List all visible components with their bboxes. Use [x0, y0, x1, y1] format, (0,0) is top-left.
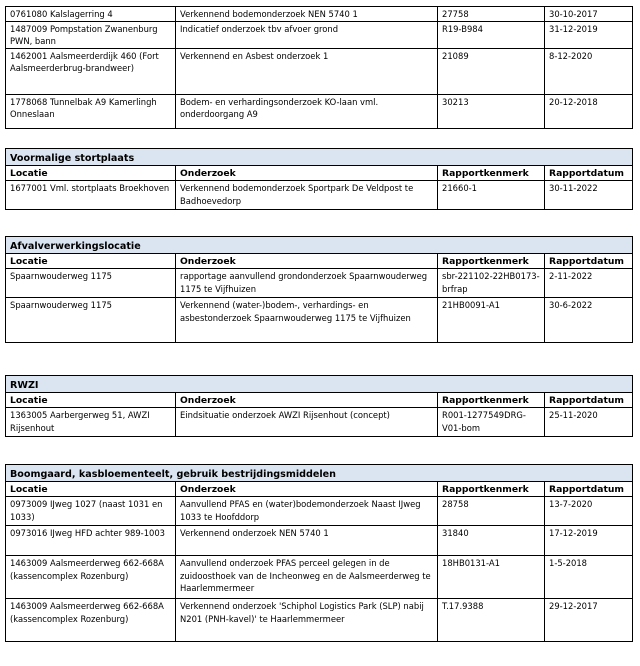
header-locatie: Locatie [6, 254, 176, 269]
cell-kenmerk: 28758 [438, 497, 545, 526]
cell-onderzoek: Eindsituatie onderzoek AWZI Rijsenhout (concept) [176, 408, 438, 437]
cell-kenmerk: 21089 [438, 48, 545, 94]
cell-datum: 13-7-2020 [545, 497, 633, 526]
cell-onderzoek: Verkennend bodemonderzoek Sportpark De Veldpost te Badhoevedorp [176, 181, 438, 210]
cell-onderzoek: Verkennend onderzoek 'Schiphol Logistics Park (SLP) nabij N201 (PNH-kavel)' te Haarlemmermeer [176, 599, 438, 642]
table-boomgaard [5, 464, 633, 642]
cell-datum: 8-12-2020 [545, 48, 633, 94]
section-title: Boomgaard, kasbloementeelt, gebruik bestrijdingsmiddelen [6, 465, 633, 482]
cell-kenmerk: 18HB0131-A1 [438, 556, 545, 599]
table-row [6, 269, 633, 298]
cell-locatie: 0973009 IJweg 1027 (naast 1031 en 1033) [6, 497, 176, 526]
cell-onderzoek: Bodem- en verhardingsonderzoek KO-laan vml. onderdoorgang A9 [176, 94, 438, 128]
cell-onderzoek: Aanvullend PFAS en (water)bodemonderzoek Naast IJweg 1033 te Hoofddorp [176, 497, 438, 526]
table-row [6, 181, 633, 210]
header-row [6, 482, 633, 497]
cell-datum: 1-5-2018 [545, 556, 633, 599]
table-row [6, 94, 633, 128]
cell-kenmerk: sbr-221102-22HB0173-brfrap [438, 269, 545, 298]
cell-locatie: 1463009 Aalsmeerderweg 662-668A (kassencomplex Rozenburg) [6, 599, 176, 642]
cell-datum: 30-10-2017 [545, 7, 633, 22]
cell-locatie: Spaarnwouderweg 1175 [6, 298, 176, 343]
cell-kenmerk: 31840 [438, 526, 545, 556]
table-row [6, 298, 633, 343]
cell-onderzoek: Verkennend en Asbest onderzoek 1 [176, 48, 438, 94]
cell-kenmerk: R001-1277549DRG-V01-bom [438, 408, 545, 437]
cell-datum: 30-11-2022 [545, 181, 633, 210]
cell-locatie: Spaarnwouderweg 1175 [6, 269, 176, 298]
header-onderzoek: Onderzoek [176, 166, 438, 181]
header-locatie: Locatie [6, 482, 176, 497]
cell-locatie: 1677001 Vml. stortplaats Broekhoven [6, 181, 176, 210]
header-datum: Rapportdatum [545, 166, 633, 181]
table-row [6, 7, 633, 22]
cell-onderzoek: Verkennend bodemonderzoek NEN 5740 1 [176, 7, 438, 22]
cell-onderzoek: Verkennend (water-)bodem-, verhardings- en asbestonderzoek Spaarnwouderweg 1175 te Vijfhuizen [176, 298, 438, 343]
header-onderzoek: Onderzoek [176, 254, 438, 269]
header-row [6, 166, 633, 181]
header-kenmerk: Rapportkenmerk [438, 166, 545, 181]
cell-datum: 17-12-2019 [545, 526, 633, 556]
cell-datum: 29-12-2017 [545, 599, 633, 642]
header-onderzoek: Onderzoek [176, 482, 438, 497]
cell-locatie: 1778068 Tunnelbak A9 Kamerlingh Onneslaan [6, 94, 176, 128]
cell-kenmerk: 27758 [438, 7, 545, 22]
header-locatie: Locatie [6, 393, 176, 408]
cell-onderzoek: Aanvullend onderzoek PFAS perceel gelegen in de zuidoosthoek van de Incheonweg en de Aalsmeerderweg te Haarlemmermeer [176, 556, 438, 599]
cell-kenmerk: T.17.9388 [438, 599, 545, 642]
table-row [6, 408, 633, 437]
table-continued [5, 6, 633, 129]
table-row [6, 556, 633, 599]
cell-locatie: 1487009 Pompstation Zwanenburg PWN, bann [6, 21, 176, 48]
table-row [6, 48, 633, 94]
cell-kenmerk: 30213 [438, 94, 545, 128]
header-datum: Rapportdatum [545, 254, 633, 269]
cell-locatie: 1463009 Aalsmeerderweg 662-668A (kassencomplex Rozenburg) [6, 556, 176, 599]
cell-kenmerk: R19-B984 [438, 21, 545, 48]
header-row [6, 393, 633, 408]
cell-kenmerk: 21HB0091-A1 [438, 298, 545, 343]
section-title-row [6, 149, 633, 166]
cell-datum: 30-6-2022 [545, 298, 633, 343]
cell-locatie: 1363005 Aarbergerweg 51, AWZI Rijsenhout [6, 408, 176, 437]
header-datum: Rapportdatum [545, 482, 633, 497]
header-kenmerk: Rapportkenmerk [438, 393, 545, 408]
table-row [6, 21, 633, 48]
cell-kenmerk: 21660-1 [438, 181, 545, 210]
table-row [6, 497, 633, 526]
table-voormalige-stortplaats [5, 148, 633, 210]
cell-locatie: 0973016 IJweg HFD achter 989-1003 [6, 526, 176, 556]
section-title: RWZI [6, 376, 633, 393]
header-kenmerk: Rapportkenmerk [438, 254, 545, 269]
section-title: Voormalige stortplaats [6, 149, 633, 166]
table-rwzi [5, 375, 633, 437]
header-locatie: Locatie [6, 166, 176, 181]
table-row [6, 599, 633, 642]
table-afvalverwerkingslocatie [5, 236, 633, 343]
cell-datum: 2-11-2022 [545, 269, 633, 298]
header-datum: Rapportdatum [545, 393, 633, 408]
table-row [6, 526, 633, 556]
cell-datum: 25-11-2020 [545, 408, 633, 437]
section-title-row [6, 465, 633, 482]
cell-datum: 20-12-2018 [545, 94, 633, 128]
header-onderzoek: Onderzoek [176, 393, 438, 408]
cell-onderzoek: rapportage aanvullend grondonderzoek Spaarnwouderweg 1175 te Vijfhuizen [176, 269, 438, 298]
header-kenmerk: Rapportkenmerk [438, 482, 545, 497]
cell-onderzoek: Verkennend onderzoek NEN 5740 1 [176, 526, 438, 556]
cell-datum: 31-12-2019 [545, 21, 633, 48]
section-title: Afvalverwerkingslocatie [6, 237, 633, 254]
section-title-row [6, 376, 633, 393]
cell-locatie: 1462001 Aalsmeerderdijk 460 (Fort Aalsmeerderbrug-brandweer) [6, 48, 176, 94]
header-row [6, 254, 633, 269]
cell-onderzoek: Indicatief onderzoek tbv afvoer grond [176, 21, 438, 48]
section-title-row [6, 237, 633, 254]
cell-locatie: 0761080 Kalslagerring 4 [6, 7, 176, 22]
